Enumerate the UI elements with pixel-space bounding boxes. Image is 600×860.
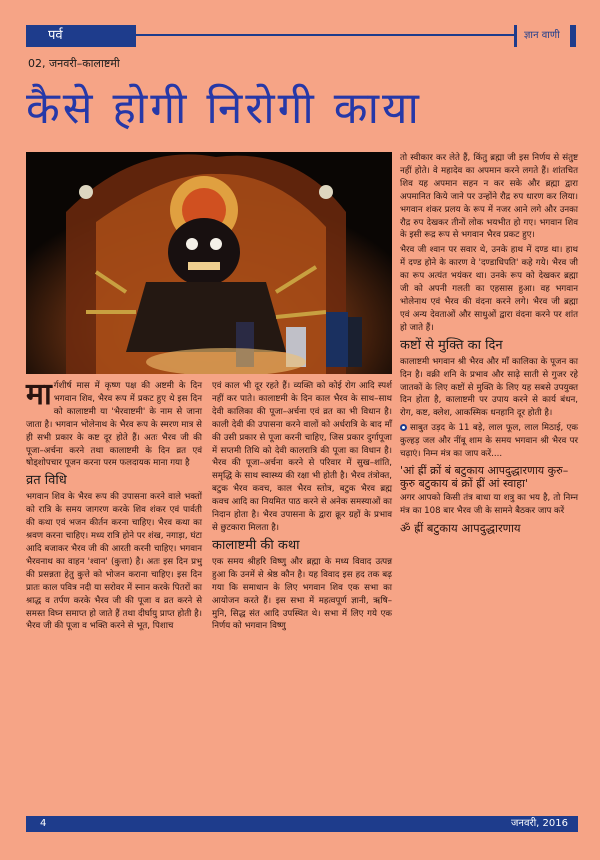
column3-paragraph-1: तो स्वीकार कर लेते हैं, किंतु ब्रह्मा जी इस निर्णय से संतुष्ट नहीं होते। वे महादेव का अपमान करने लगते हैं। शांतचित शिव यह अपमान सहन न कर सके और ब्रह्मा द्वारा अपमानित किये जाने पर उन्होंने रौद्र रुप धारण कर लिया। भगवान शंकर प्रलय के रूप में नजर आने लगे और उनका रौद्र रुप देखकर तीनों लोक भयभीत हो गए। भगवान शिव के इसी रूद्र रूप से भगवान भैरव प्रकट हुए। [400, 153, 578, 241]
column-2 [212, 380, 392, 635]
headline: कैसे होगी निरोगी काया [26, 83, 422, 134]
mantra-2: ॐ ह्रीं बटुकाय आपदुद्धारणाय [400, 520, 521, 535]
remedy-paragraph [400, 422, 578, 461]
column-3 [400, 152, 578, 537]
column3-paragraph-3: कालाष्टमी भगवान श्री भैरव और माँ कालिका के पूजन का दिन है। वक्री शनि के प्रभाव और साढ़े साती से गुजर रहे जातकों के लिए कष्टों से मुक्ति के लिए यह सबसे उपयुक्त दिन होता है, कालाष्टमी पर उपाय करने से कार्य बंधन, रोग, कष्ट, क्लेश, आकस्मिक धनहानि दूर होती है। [400, 356, 578, 419]
intro-paragraph [26, 377, 202, 470]
publication-block [570, 25, 576, 47]
kaal-bhairav-idol-photo [26, 152, 392, 374]
footer-bar [26, 816, 578, 832]
heading-katha: कालाष्टमी की कथा [212, 537, 300, 553]
publication-name: ज्ञान वाणी [524, 30, 560, 41]
dateline: 02, जनवरी–कालाष्टमी [28, 57, 120, 70]
dropcap: मा [26, 377, 52, 412]
intro-text: र्गशीर्ष मास में कृष्ण पक्ष की अष्टमी के दिन भगवान शिव, भैरव रूप में प्रकट हुए थे इस दिन को कालाष्टमी या 'भैरवाष्टमी' के नाम से जाना जाता है। भगवान भोलेनाथ के भैरव रूप के स्मरण मात्र से ही सभी प्रकार के कष्ट दूर होते हैं। अतः भैरव जी की पूजा–अर्चना करने तथा कालाष्टमी के दिन व्रत एवं षोड्शोपचार पूजन करना परम फलदायक माना गया है [26, 381, 202, 469]
vrat-vidhi-text: भगवान शिव के भैरव रूप की उपासना करने वाले भक्तों को रात्रि के समय जागरण करके शिव शंकर एवं पार्वती की कथा एवं भजन कीर्तन करना चाहिए। भैरव कथा का श्रवण करना चाहिए। मध्य रात्रि होने पर शंख, नगाड़ा, घंटा आदि बजाकर भैरव जी की आरती करनी चाहिए। भगवान भैरवनाथ का वाहन 'श्वान' (कुत्ता) है। अतः इस दिन प्रभु की प्रसन्नता हेतु कुत्ते को भोजन कराना चाहिए। इस दिन प्रातः काल पवित्र नदी या सरोवर में स्नान करके पितरों का श्राद्ध व तर्पण करके भैरव जी की पूजा व व्रत करने से समस्त विघ्न समाप्त हो जाते हैं तथा दीर्घायु प्राप्त होती है। भैरव जी की पूजा व भक्ति करने से भूत, पिशाच [26, 492, 202, 632]
mantra-1: 'आं ह्रीं क्रों बं बटुकाय आपदुद्धारणाय कुरु–कुरु बटुकाय बं क्रों ह्रीं आं स्वाहा' [400, 463, 569, 490]
remedy-text: साबुत उड़द के 11 बड़े, लाल फूल, लाल मिठाई, एक कुल्हड़ जल और नींबू शाम के समय भगवान श्री भैरव पर चढ़ाएं। निम्न मंत्र का जाप करें.... [400, 423, 578, 460]
column3-paragraph-2: भैरव जी श्वान पर सवार थे, उनके हाथ में दण्ड था। हाथ में दण्ड होने के कारण वे 'दण्डाधिपति' कहे गये। भैरव जी का रूप अत्यंत भयंकर था। उनके रूप को देखकर ब्रह्मा जी को अपनी गलती का एहसास हुआ। वह भगवान भोलेनाथ एवं भैरव की वंदना करने लगे। भैरव जी ब्रह्मा एवं अन्य देवताओं और साधुओं द्वारा वंदना करने पर शांत हो जाते हैं। [400, 245, 578, 333]
publication-tag [514, 25, 576, 47]
bullet-icon [400, 424, 407, 431]
section-tag: पर्व [26, 25, 136, 47]
katha-text: एक समय श्रीहरि विष्णु और ब्रह्मा के मध्य विवाद उत्पन्न हुआ कि उनमें से श्रेष्ठ कौन है। यह विवाद इस हद तक बढ़ गया कि समाधान के लिए भगवान शिव एक सभा का आयोजन करते हैं। इस सभा में महत्वपूर्ण ज्ञानी, ऋषि–मुनि, सिद्ध संत आदि उपस्थित थे। सभा में लिए गये एक निर्णय को भगवान विष्णु [212, 556, 392, 632]
page-number: 4 [40, 818, 47, 829]
issue-date: जनवरी, 2016 [510, 818, 568, 829]
header-rule [136, 34, 514, 36]
heading-vrat-vidhi: व्रत विधि [26, 473, 67, 489]
heading-kashton-se-mukti: कष्टों से मुक्ति का दिन [400, 337, 503, 353]
column2-paragraph-1: एवं काल भी दूर रहते हैं। व्यक्ति को कोई रोग आदि स्पर्श नहीं कर पाते। कालाष्टमी के दिन काल भैरव के साथ–साथ देवी कालिका की पूजा–अर्चना एवं व्रत का भी विधान है। काली देवी की उपासना करने वालों को अर्धरात्रि के बाद माँ की उसी प्रकार से पूजा करनी चाहिए, जिस प्रकार दुर्गापूजा में सप्तमी तिथि को देवी कालरात्रि की पूजा का विधान है। भैरव की पूजा–अर्चना करने से परिवार में सुख–शांति, समृद्धि के साथ स्वास्थ्य की रक्षा भी होती है। भैरव तंत्रोक्त, बटुक भैरव कवच, काल भैरव स्तोत्र, बटुक भैरव ब्रह्म कवच आदि का नियमित पाठ करने से अनेक समस्याओं का निदान होता है। भैरव उपासना के द्वारा क्रूर ग्रहों के प्रभाव से छुटकारा मिलता है। [212, 381, 392, 533]
column3-paragraph-5: अगर आपको किसी तंत्र बाधा या शत्रु का भय है, तो निम्न मंत्र का 108 बार भैरव जी के सामने बैठकर जाप करें [400, 492, 578, 516]
bhairav-photo [26, 152, 392, 374]
publication-bar [514, 25, 517, 47]
column-1 [26, 377, 202, 635]
